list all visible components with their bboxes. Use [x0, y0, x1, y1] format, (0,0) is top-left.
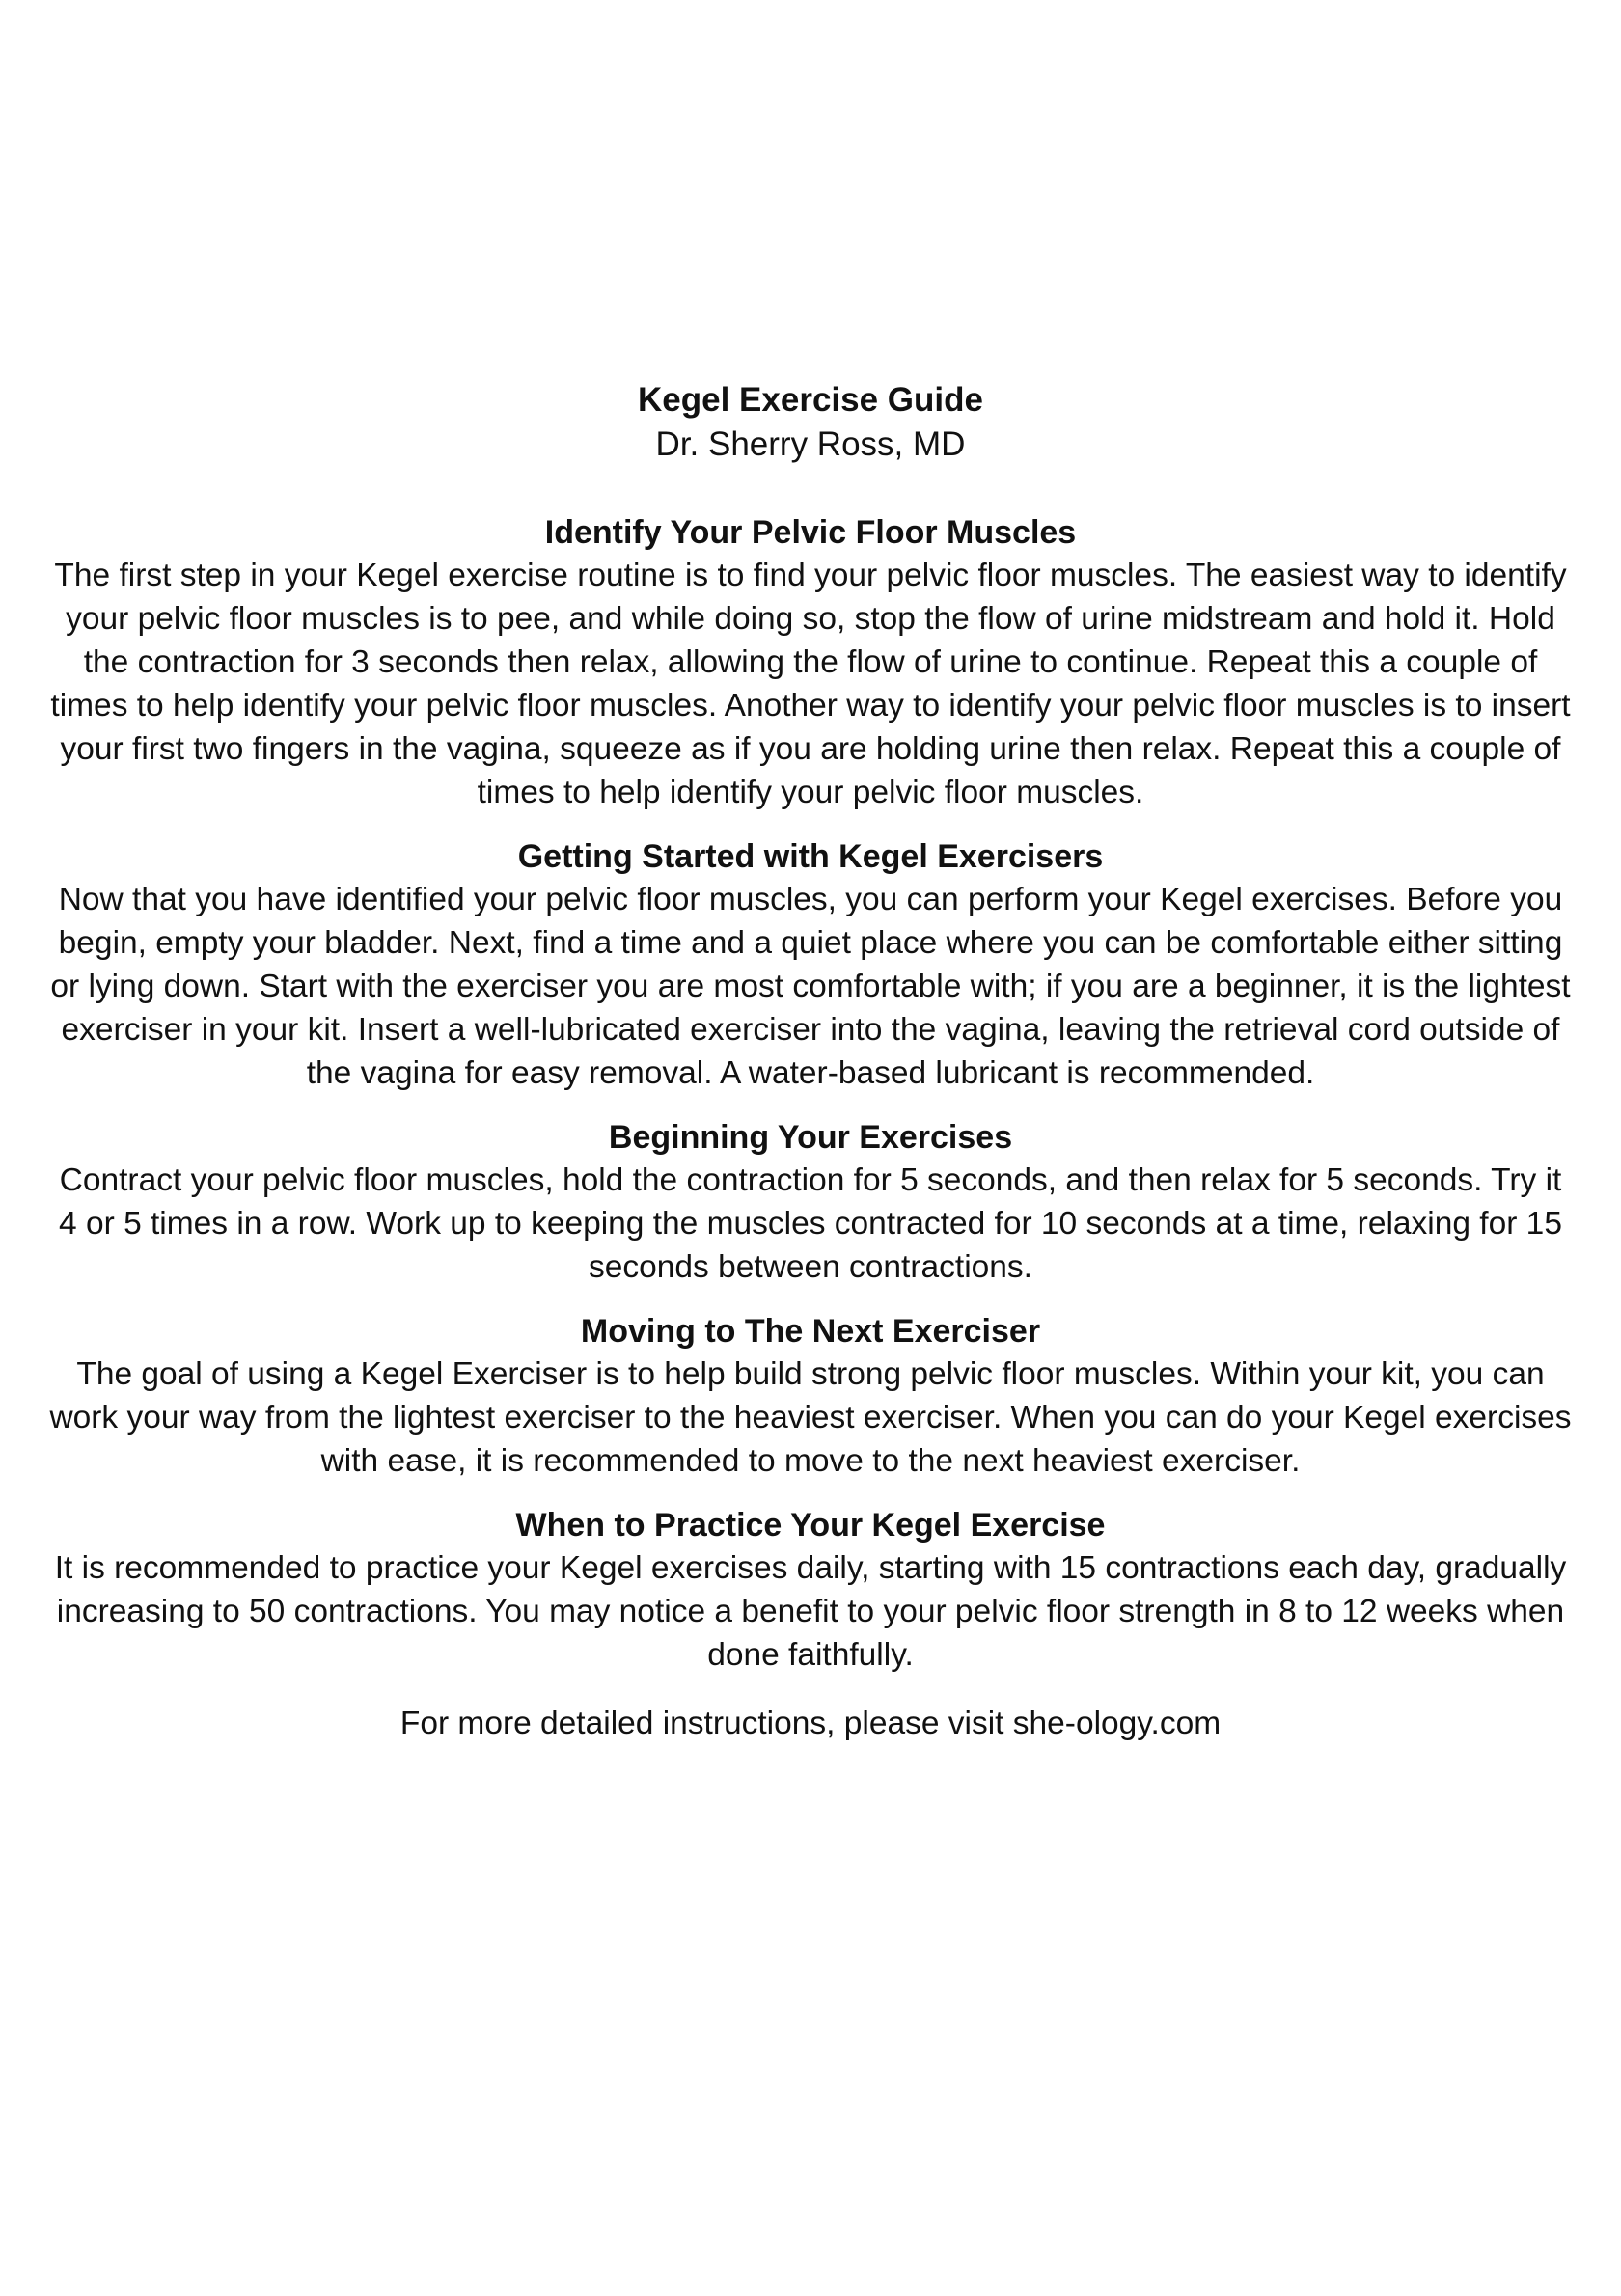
section-body: The first step in your Kegel exercise routine is to find your pelvic floor muscles. The easiest way to identify your pelvic floor muscles is to pee, and while doing so, stop the flow of urine midstream and hold it. Hold the contraction for 3 seconds then relax, allowing the flow of urine to continue. Repeat this a couple of times to help identify your pelvic floor muscles. Another way to identify your pelvic floor muscles is to insert your first two fingers in the vagina, squeeze as if you are holding urine then relax. Repeat this a couple of times to help identify your pelvic floor muscles.	[50, 558, 1571, 810]
section-identify-muscles	[48, 511, 1573, 814]
document-page	[48, 378, 1573, 1745]
document-title: Kegel Exercise Guide	[638, 381, 983, 419]
section-body: The goal of using a Kegel Exerciser is to help build strong pelvic floor muscles. Within your kit, you can work your way from the lightest exerciser to the heaviest exerciser. When you can do your Kegel exercises with ease, it is recommended to move to the next heaviest exerciser.	[49, 1356, 1572, 1479]
section-body: Now that you have identified your pelvic floor muscles, you can perform your Kegel exercises. Before you begin, empty your bladder. Next, find a time and a quiet place where you can be comfortable either sitting or lying down. Start with the exerciser you are most comfortable with; if you are a beginner, it is the lightest exerciser in your kit. Insert a well-lubricated exerciser into the vagina, leaving the retrieval cord outside of the vagina for easy removal. A water-based lubricant is recommended.	[50, 882, 1571, 1091]
section-body: It is recommended to practice your Kegel exercises daily, starting with 15 contractions each day, gradually increasing to 50 contractions. You may notice a benefit to your pelvic floor strength in 8 to 12 weeks when done faithfully.	[54, 1550, 1567, 1673]
section-heading: Moving to The Next Exerciser	[580, 1313, 1041, 1350]
footer-note: For more detailed instructions, please visit she-ology.com	[399, 1706, 1222, 1741]
section-body: Contract your pelvic floor muscles, hold the contraction for 5 seconds, and then relax for 5 seconds. Try it 4 or 5 times in a row. Work up to keeping the muscles contracted for 10 seconds at a time, relaxing for 15 seconds between contractions.	[59, 1162, 1562, 1285]
section-beginning-exercises	[48, 1116, 1573, 1289]
document-author: Dr. Sherry Ross, MD	[655, 425, 966, 463]
section-heading: Identify Your Pelvic Floor Muscles	[544, 514, 1077, 551]
section-getting-started	[48, 835, 1573, 1095]
section-next-exerciser	[48, 1310, 1573, 1483]
section-heading: Getting Started with Kegel Exercisers	[517, 838, 1104, 875]
section-when-to-practice	[48, 1504, 1573, 1677]
section-heading: Beginning Your Exercises	[608, 1119, 1013, 1156]
section-heading: When to Practice Your Kegel Exercise	[515, 1507, 1106, 1544]
